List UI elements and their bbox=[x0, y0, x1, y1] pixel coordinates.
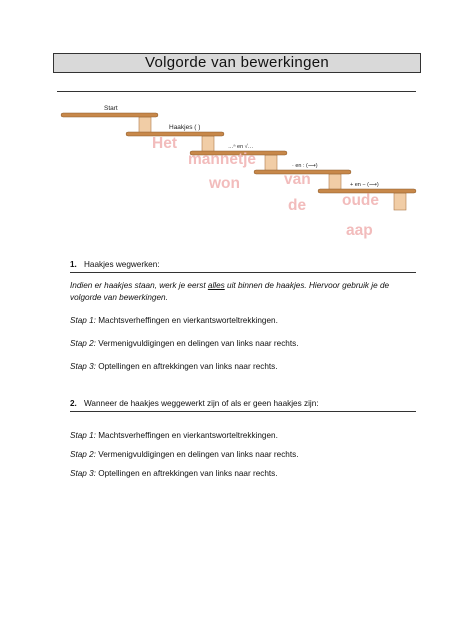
mnemonic-word: Het bbox=[152, 135, 177, 152]
section-1-title: Haakjes wegwerken: bbox=[84, 260, 160, 269]
section-2-number: 2. bbox=[70, 399, 77, 408]
label-machten: …ⁿ en √… bbox=[228, 144, 254, 150]
mnemonic-word: de bbox=[288, 197, 307, 214]
mnemonic-word: van bbox=[284, 171, 311, 188]
label-haakjes: Haakjes ( ) bbox=[169, 124, 201, 131]
section-1-step-2 bbox=[70, 338, 416, 350]
step-label: Stap 3: bbox=[70, 362, 96, 371]
intro-underlined: alles bbox=[207, 281, 225, 290]
stair-post bbox=[394, 193, 406, 210]
section-1-number: 1. bbox=[70, 260, 77, 269]
intro-text: uit binnen de haakjes. Hiervoor gebruik je de volgorde van bewerkingen. bbox=[70, 281, 390, 302]
section-2-step-1 bbox=[70, 430, 416, 442]
step-label: Stap 1: bbox=[70, 316, 96, 325]
step-text: Machtsverheffingen en vierkantsworteltrekkingen. bbox=[95, 316, 278, 325]
mnemonic-word: won bbox=[209, 175, 240, 192]
section-2 bbox=[70, 398, 416, 480]
section-1-heading bbox=[70, 259, 416, 273]
step-label: Stap 3: bbox=[70, 469, 96, 478]
step-text: Optellingen en aftrekkingen van links naar rechts. bbox=[95, 362, 278, 371]
section-2-step-2 bbox=[70, 449, 416, 461]
step-label: Stap 1: bbox=[70, 431, 96, 440]
mnemonic-word: aap bbox=[346, 222, 373, 239]
stair-post bbox=[329, 174, 341, 190]
step-label: Stap 2: bbox=[70, 339, 96, 348]
section-2-heading bbox=[70, 398, 416, 412]
label-delen: · en : (⟶) bbox=[292, 163, 318, 169]
section-1-step-1 bbox=[70, 315, 416, 327]
section-2-title: Wanneer de haakjes weggewerkt zijn of als er geen haakjes zijn: bbox=[84, 399, 319, 408]
step-text: Machtsverheffingen en vierkantsworteltrekkingen. bbox=[95, 431, 278, 440]
step-text: Vermenigvuldigingen en delingen van links naar rechts. bbox=[95, 450, 299, 459]
mnemonic-word: oude bbox=[342, 192, 380, 209]
label-optellen: + en − (⟶) bbox=[350, 182, 379, 188]
section-1 bbox=[70, 259, 416, 373]
stair-step-start bbox=[61, 113, 158, 117]
stair-post bbox=[265, 155, 277, 171]
step-label: Stap 2: bbox=[70, 450, 96, 459]
mnemonic-word: mannetje bbox=[188, 151, 257, 168]
section-1-intro bbox=[70, 280, 416, 304]
page-title: Volgorde van bewerkingen bbox=[53, 53, 421, 73]
section-2-step-3 bbox=[70, 468, 416, 480]
stair-post bbox=[139, 117, 151, 133]
stairs-diagram bbox=[0, 0, 474, 250]
step-text: Optellingen en aftrekkingen van links naar rechts. bbox=[95, 469, 278, 478]
intro-text: Indien er haakjes staan, werk je eerst bbox=[70, 281, 208, 290]
label-start: Start bbox=[104, 105, 118, 112]
stair-post bbox=[202, 136, 214, 152]
section-1-step-3 bbox=[70, 361, 416, 373]
step-text: Vermenigvuldigingen en delingen van links naar rechts. bbox=[95, 339, 299, 348]
